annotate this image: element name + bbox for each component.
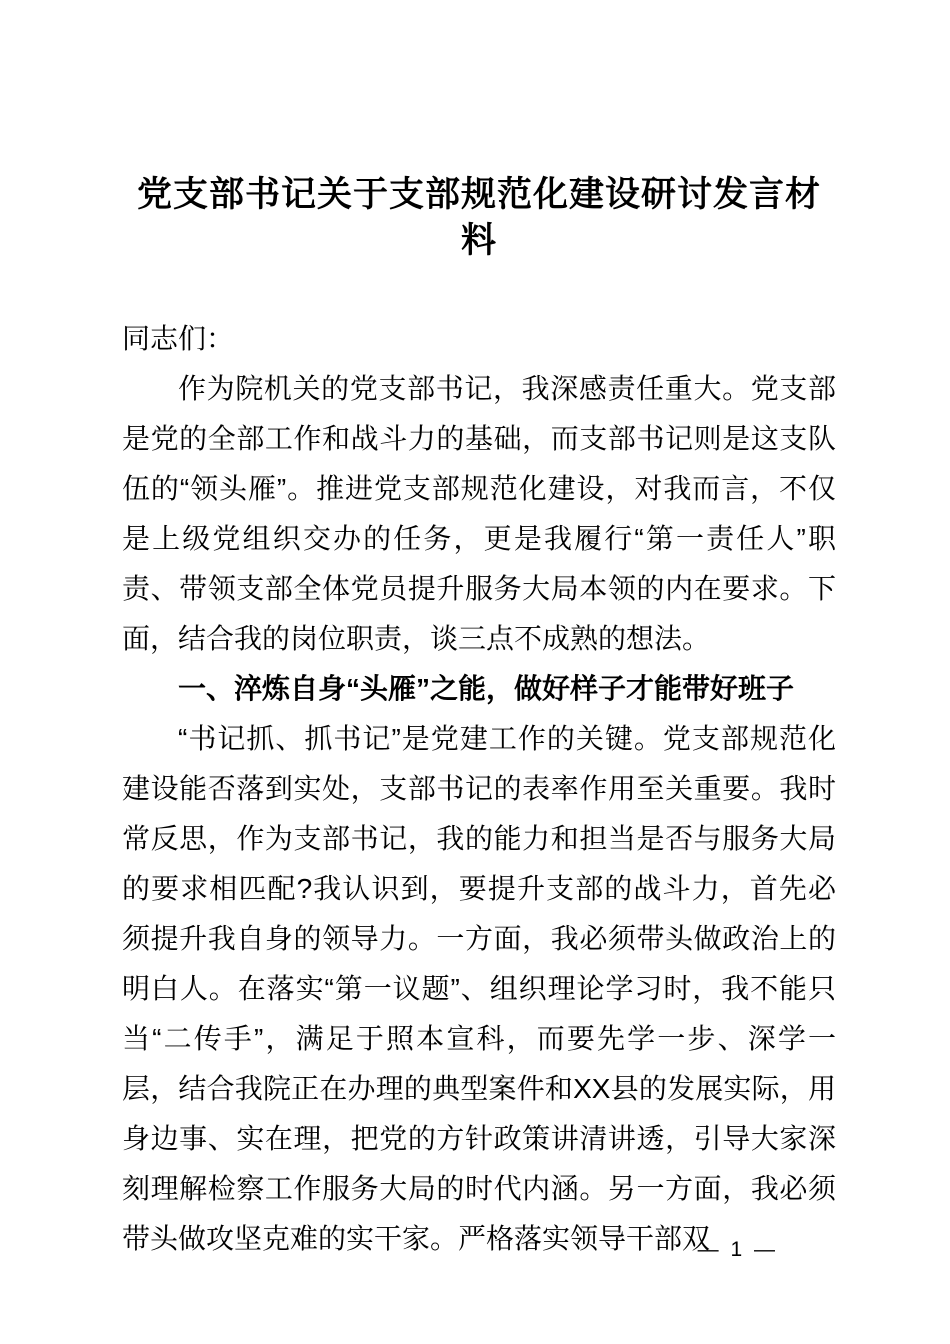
page-number: — 1 —: [697, 1238, 778, 1261]
salutation-line: 同志们：: [122, 323, 235, 354]
document-body: [122, 314, 836, 1264]
paragraph-intro: 作为院机关的党支部书记，我深感责任重大。党支部是党的全部工作和战斗力的基础，而支部书记则是这支队伍的“领头雁”。推进党支部规范化建设，对我而言，不仅是上级党组织交办的任务，更是我履行“第一责任人”职责、带领支部全体党员提升服务大局本领的内在要求。下面，结合我的岗位职责，谈三点不成熟的想法。: [122, 373, 836, 654]
section-heading-1: 一、淬炼自身“头雁”之能，做好样子才能带好班子: [178, 673, 795, 704]
document-title: 党支部书记关于支部规范化建设研讨发言材料: [136, 175, 821, 260]
paragraph-section-1-body: “书记抓、抓书记”是党建工作的关键。党支部规范化建设能否落到实处，支部书记的表率作用至关重要。我时常反思，作为支部书记，我的能力和担当是否与服务大局的要求相匹配?我认识到，要提升支部的战斗力，首先必须提升我自身的领导力。一方面，我必须带头做政治上的明白人。在落实“第一议题”、组织理论学习时，我不能只当“二传手”，满足于照本宣科，而要先学一步、深学一层，结合我院正在办理的典型案件和XX县的发展实际，用身边事、实在理，把党的方针政策讲清讲透，引导大家深刻理解检察工作服务大局的时代内涵。另一方面，我必须带头做攻坚克难的实干家。严格落实领导干部双: [122, 723, 836, 1254]
